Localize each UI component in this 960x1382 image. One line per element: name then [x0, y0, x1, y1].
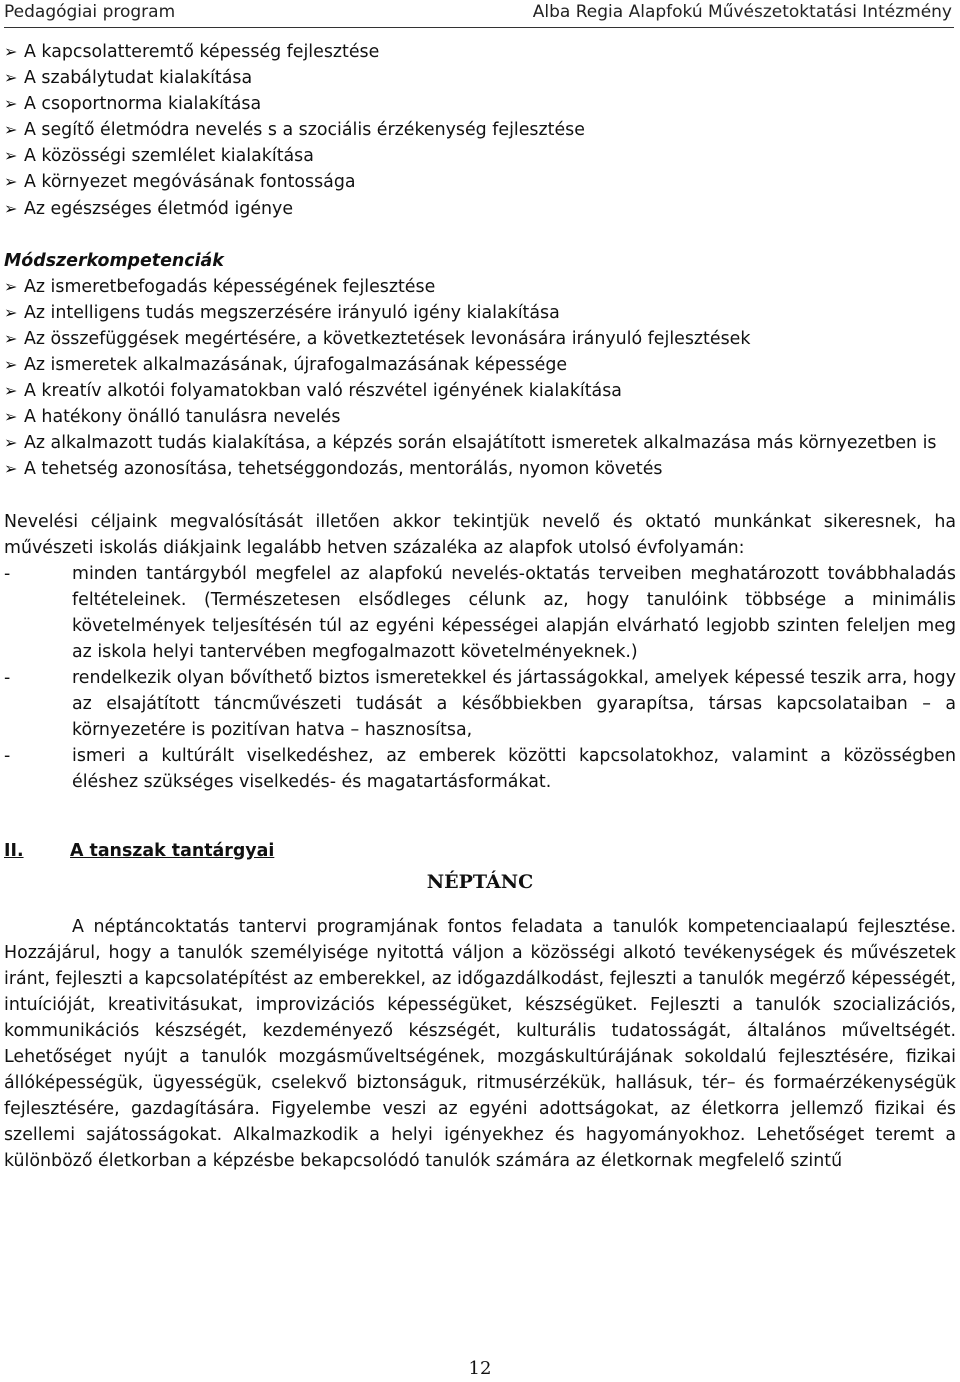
chapter-number: II.: [4, 840, 24, 861]
list-item-text: A tehetség azonosítása, tehetséggondozás, mentorálás, nyomon követés: [24, 459, 663, 480]
list-item: [4, 378, 956, 404]
method-competence-list: [4, 274, 956, 483]
chapter-title: A tanszak tantárgyai: [70, 840, 275, 861]
list-item-text: A kreatív alkotói folyamatokban való részvétel igényének kialakítása: [24, 381, 622, 402]
arrow-bullet-icon: ➢: [4, 328, 18, 348]
list-item: [4, 143, 956, 169]
page-number: 12: [468, 1358, 492, 1379]
chapter-heading: [4, 838, 956, 864]
arrow-bullet-icon: ➢: [4, 459, 18, 479]
arrow-bullet-icon: ➢: [4, 120, 18, 140]
list-item: [4, 326, 956, 352]
arrow-bullet-icon: ➢: [4, 198, 18, 218]
list-item: [4, 65, 956, 91]
list-item-text: Az alkalmazott tudás kialakítása, a képzés során elsajátított ismeretek alkalmazása más környezetben is: [24, 433, 937, 454]
list-item-text: A csoportnorma kialakítása: [24, 94, 262, 115]
dash-list-item: [4, 665, 956, 743]
dash-marker: -: [4, 746, 11, 767]
arrow-bullet-icon: ➢: [4, 302, 18, 322]
list-item: [4, 169, 956, 195]
dash-item-text: ismeri a kultúrált viselkedéshez, az emberek közötti kapcsolatokhoz, valamint a közösségben éléshez szükséges viselkedés- és magatartásformákat.: [72, 746, 956, 793]
goals-dash-list: [4, 561, 956, 796]
social-competence-list: [4, 39, 956, 222]
list-item: [4, 274, 956, 300]
dash-marker: -: [4, 668, 11, 689]
subject-title: NÉPTÁNC: [426, 870, 534, 893]
list-item: [4, 404, 956, 430]
dash-item-text: rendelkezik olyan bővíthető biztos ismeretekkel és jártasságokkal, amelyek képessé teszik arra, hogy az elsajátított táncművészeti tudását a későbbiekben gyarapítsa, társas kapcsolataiban – a környezetére is pozitívan hatva – hasznosítsa,: [72, 668, 956, 741]
list-item: [4, 300, 956, 326]
dash-list-item: [4, 743, 956, 795]
arrow-bullet-icon: ➢: [4, 172, 18, 192]
arrow-bullet-icon: ➢: [4, 407, 18, 427]
dash-list-item: [4, 561, 956, 665]
arrow-bullet-icon: ➢: [4, 146, 18, 166]
page-header: [0, 0, 960, 26]
list-item: [4, 91, 956, 117]
list-item-text: Az intelligens tudás megszerzésére irányuló igény kialakítása: [24, 302, 560, 323]
list-item: [4, 39, 956, 65]
list-item-text: A hatékony önálló tanulásra nevelés: [24, 407, 341, 428]
list-item: [4, 196, 956, 222]
arrow-bullet-icon: ➢: [4, 276, 18, 296]
dash-item-text: minden tantárgyból megfelel az alapfokú nevelés-oktatás terveiben meghatározott továbbhaladás feltételeinek. (Természetesen elsődleges célunk az, hogy tanulóink többsége a minimális követelmények teljesítésén túl az egyéni képességei alapján elvárható legjobb szinten feleljen meg az iskola helyi tantervében megfogalmazott követelményeknek.): [72, 563, 956, 662]
arrow-bullet-icon: ➢: [4, 355, 18, 375]
list-item-text: Az összefüggések megértésére, a következtetések levonására irányuló fejlesztések: [24, 328, 751, 349]
method-competences-heading: Módszerkompetenciák: [4, 250, 224, 271]
header-divider: [4, 27, 954, 28]
folk-dance-paragraph: A néptáncoktatás tantervi programjának fontos feladata a tanulók kompetenciaalapú fejlesztése. Hozzájárul, hogy a tanulók személyisége nyitottá váljon a közösségi alkotó tevékenységek és művészetek iránt, fejleszti a kapcsolatépítést az emberekkel, az időgazdálkodást, fejleszti a tanulók megérző képességét, intuícióját, kreativitásukat, improvizációs képességüket, készségüket. Fejleszti a tanulók szocializációs, kommunikációs készségét, kezdeményező készségét, kulturális tudatosságát, általános műveltségét. Lehetőséget nyújt a tanulók mozgásműveltségének, mozgáskultúrájának sokoldalú fejlesztésére, fizikai állóképességük, ügyességük, cselekvő biztonságuk, ritmusérzékük, hallásuk, tér– és formaérzékenységük fejlesztésére, gazdagítására. Figyelembe veszi az egyéni adottságokat, az életkorra jellemző fizikai és szellemi sajátosságokat. Alkalmazkodik a helyi igényekhez és hagyományokhoz. Lehetőséget teremt a különböző életkorban a képzésbe bekapcsolódó tanulók számára az életkornak megfelelő szintű: [4, 916, 956, 1172]
list-item: [4, 456, 956, 482]
list-item-text: A kapcsolatteremtő képesség fejlesztése: [24, 42, 380, 62]
list-item-text: Az ismeretbefogadás képességének fejlesztése: [24, 276, 436, 297]
list-item: [4, 430, 956, 456]
list-item-text: A szabálytudat kialakítása: [24, 68, 253, 89]
arrow-bullet-icon: ➢: [4, 68, 18, 88]
header-institution-name: Alba Regia Alapfokú Művészetoktatási Intézmény: [532, 2, 952, 22]
document-body: [4, 39, 956, 1192]
arrow-bullet-icon: ➢: [4, 381, 18, 401]
arrow-bullet-icon: ➢: [4, 94, 18, 114]
list-item-text: A segítő életmódra nevelés s a szociális érzékenység fejlesztése: [24, 120, 585, 141]
list-item: [4, 117, 956, 143]
list-item-text: A környezet megóvásának fontossága: [24, 172, 356, 193]
list-item-text: A közösségi szemlélet kialakítása: [24, 146, 314, 167]
list-item-text: Az egészséges életmód igénye: [24, 198, 294, 219]
list-item-text: Az ismeretek alkalmazásának, újrafogalmazásának képessége: [24, 355, 568, 376]
arrow-bullet-icon: ➢: [4, 42, 18, 61]
dash-marker: -: [4, 563, 11, 584]
list-item: [4, 352, 956, 378]
arrow-bullet-icon: ➢: [4, 433, 18, 453]
header-program-title: Pedagógiai program: [4, 2, 176, 22]
goals-paragraph: Nevelési céljaink megvalósítását illetően akkor tekintjük nevelő és oktató munkánkat sikeresnek, ha művészeti iskolás diákjaink legalább hetven százaléka az alapfok utolsó évfolyamán:: [4, 511, 956, 558]
